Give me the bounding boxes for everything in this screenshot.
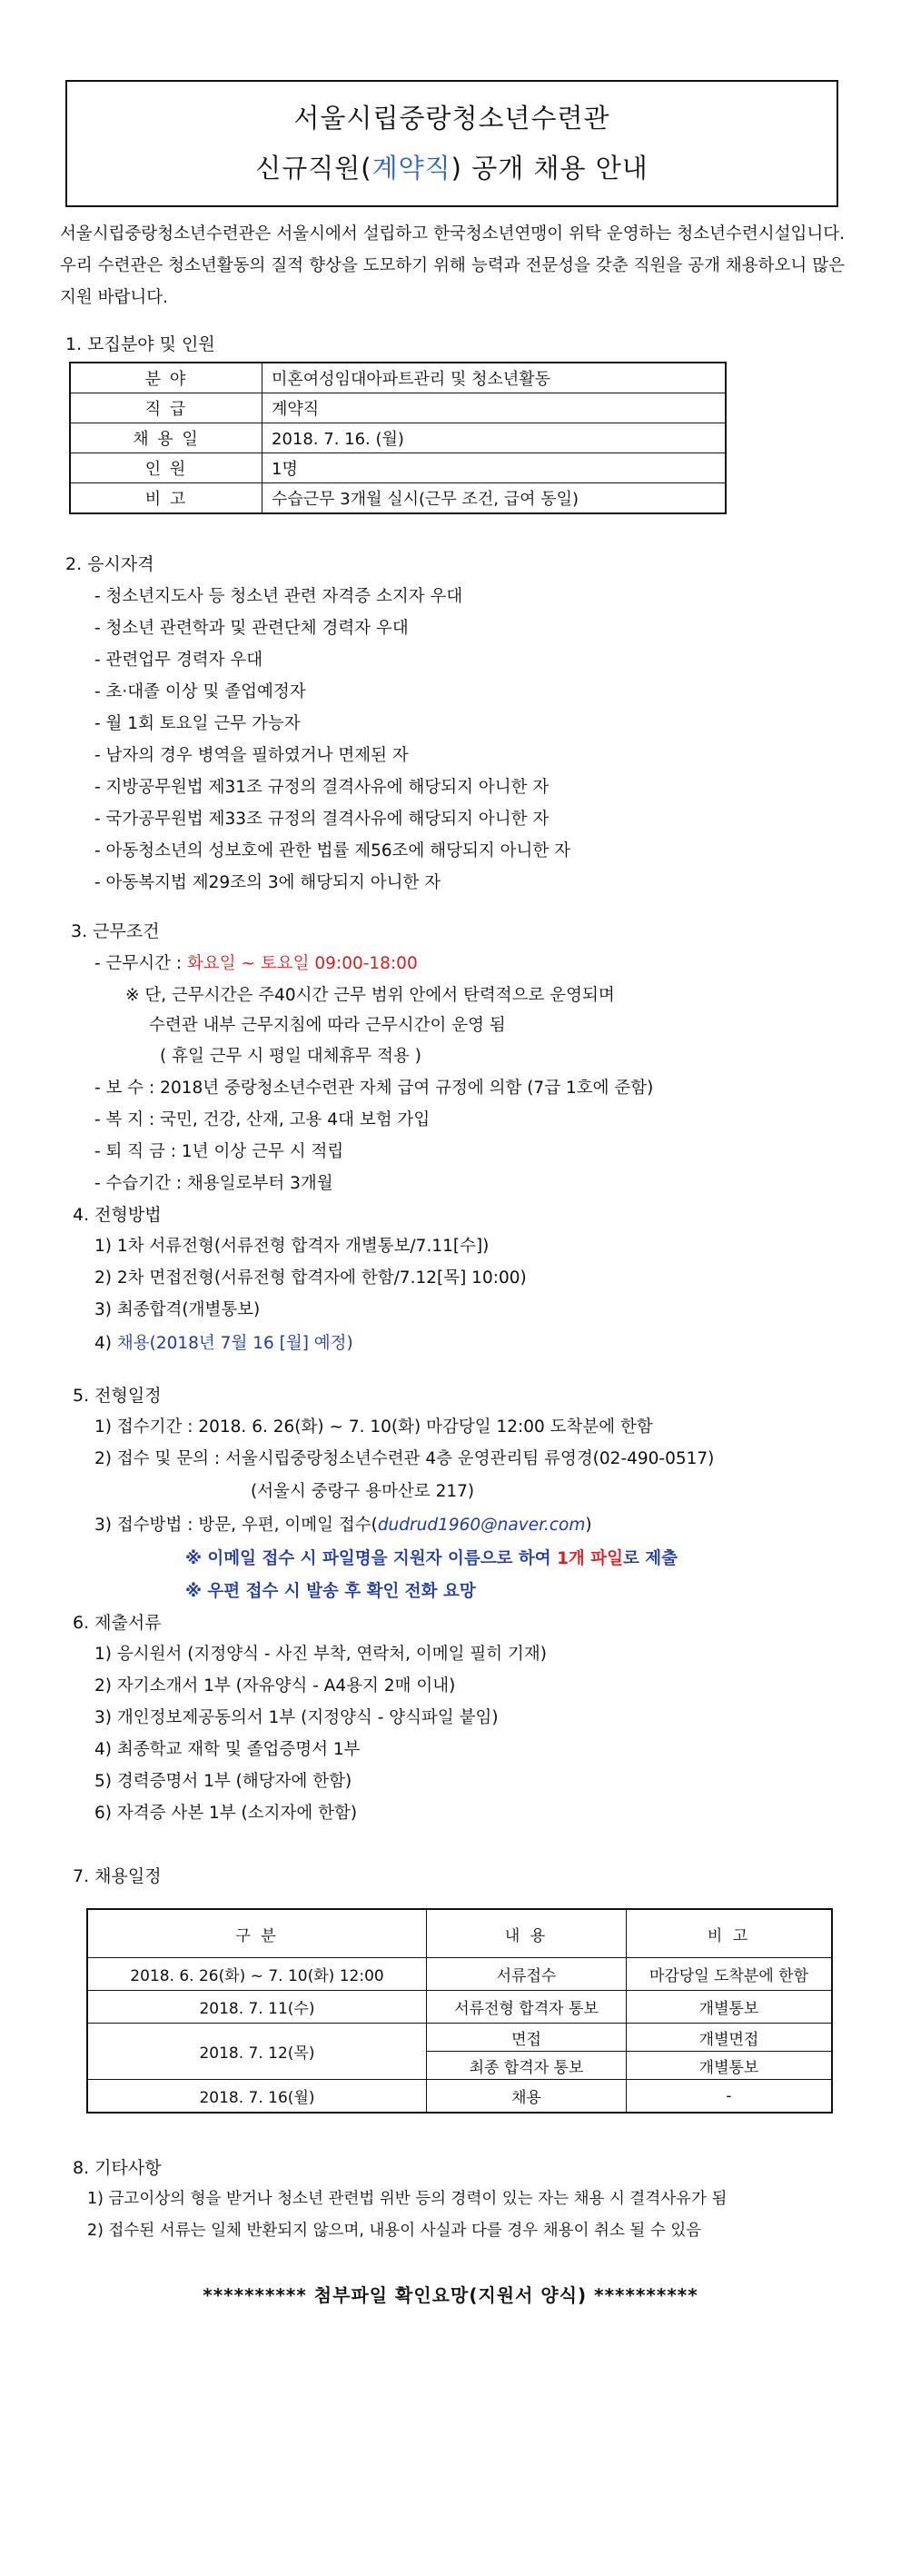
mail-warning: ※ 우편 접수 시 발송 후 확인 전화 요망 — [185, 1582, 476, 1601]
method-label: 3) 접수방법 : 방문, 우편, 이메일 접수( — [94, 1516, 378, 1535]
field-value: 1명 — [262, 453, 727, 483]
recruitment-field-table — [69, 362, 727, 514]
schedule-note: 개별통보 — [627, 2052, 833, 2080]
qualification-item: - 남자의 경우 병역을 필하였거나 면제된 자 — [94, 746, 409, 765]
qualification-item: - 초·대졸 이상 및 졸업예정자 — [94, 682, 306, 701]
selection-step: 2) 2차 면접전형(서류전형 합격자에 한함/7.12[목] 10:00) — [94, 1268, 527, 1288]
subtitle-pre: 신규직원( — [255, 153, 372, 184]
pay-line: - 보 수 : 2018년 중랑청소년수련관 자체 급여 규정에 의함 (7급 1호에 준함) — [94, 1079, 654, 1098]
qualification-item: - 청소년지도사 등 청소년 관련 자격증 소지자 우대 — [94, 587, 463, 606]
table-row — [87, 1991, 832, 2024]
application-method — [94, 1512, 592, 1536]
table-row — [70, 363, 726, 393]
schedule-content: 서류접수 — [427, 1958, 627, 1991]
schedule-note: 개별통보 — [627, 1991, 833, 2024]
section-4-heading: 4. 전형방법 — [73, 1205, 162, 1225]
field-key: 비 고 — [70, 483, 262, 514]
application-period: 1) 접수기간 : 2018. 6. 26(화) ~ 7. 10(화) 마감당일 12:00 도착분에 한함 — [94, 1417, 653, 1437]
schedule-date: 2018. 7. 16(월) — [87, 2080, 427, 2114]
selection-step-number: 4) — [94, 1334, 117, 1353]
field-value: 수습근무 3개월 실시(근무 조건, 급여 동일) — [262, 483, 727, 514]
work-hours-note: ※ 단, 근무시간은 주40시간 근무 범위 안에서 탄력적으로 운영되며 — [125, 986, 615, 1005]
page-title: 서울시립중랑청소년수련관 — [293, 103, 610, 134]
email-warning — [185, 1546, 678, 1569]
schedule-content: 최종 합격자 통보 — [427, 2052, 627, 2080]
table-row — [87, 2024, 832, 2052]
document-item: 4) 최종학교 재학 및 졸업증명서 1부 — [94, 1740, 361, 1759]
table-header-row — [87, 1909, 832, 1958]
field-key: 채 용 일 — [70, 423, 262, 453]
table-row — [70, 453, 726, 483]
schedule-content: 채용 — [427, 2080, 627, 2114]
qualification-item: - 지방공무원법 제31조 규정의 결격사유에 해당되지 아니한 자 — [94, 778, 550, 797]
selection-step: 3) 최종합격(개별통보) — [94, 1300, 261, 1319]
schedule-note: - — [627, 2080, 833, 2114]
table-row — [87, 1958, 832, 1991]
field-value: 미혼여성임대아파트관리 및 청소년활동 — [262, 363, 727, 393]
page-subtitle — [67, 148, 837, 185]
table-row — [70, 393, 726, 423]
work-hours — [94, 950, 418, 974]
schedule-date: 2018. 7. 12(목) — [87, 2024, 427, 2080]
qualification-item: - 청소년 관련학과 및 관련단체 경력자 우대 — [94, 619, 409, 638]
section-3-heading: 3. 근무조건 — [71, 921, 160, 941]
email-warning-pre: ※ 이메일 접수 시 파일명을 지원자 이름으로 하여 — [185, 1549, 558, 1568]
email-warning-red: 1개 파일 — [557, 1549, 623, 1568]
address-line: (서울시 중랑구 용마산로 217) — [251, 1482, 475, 1501]
schedule-content: 면접 — [427, 2024, 627, 2052]
schedule-date: 2018. 6. 26(화) ~ 7. 10(화) 12:00 — [87, 1958, 427, 1991]
column-header: 내 용 — [427, 1909, 627, 1958]
table-row — [70, 483, 726, 514]
qualification-item: - 관련업무 경력자 우대 — [94, 651, 263, 670]
title-box — [65, 80, 838, 207]
qualification-item: - 월 1회 토요일 근무 가능자 — [94, 714, 301, 733]
work-hours-value: 화요일 ~ 토요일 09:00-18:00 — [187, 954, 418, 973]
section-2-heading: 2. 응시자격 — [65, 554, 154, 574]
method-close: ) — [585, 1516, 592, 1535]
probation-line: - 수습기간 : 채용일로부터 3개월 — [94, 1174, 333, 1193]
work-hours-label: - 근무시간 : — [94, 954, 188, 973]
field-key: 직 급 — [70, 393, 262, 423]
misc-item: 2) 접수된 서류는 일체 반환되지 않으며, 내용이 사실과 다를 경우 채용이 취소 될 수 있음 — [87, 2222, 702, 2240]
selection-step: 1) 1차 서류전형(서류전형 합격자 개별통보/7.11[수]) — [94, 1237, 490, 1256]
field-value: 계약직 — [262, 393, 727, 423]
attachment-notice: ********** 첨부파일 확인요망(지원서 양식) ********** — [203, 2284, 698, 2306]
schedule-note: 마감당일 도착분에 한함 — [627, 1958, 833, 1991]
application-inquiry: 2) 접수 및 문의 : 서울시립중랑청소년수련관 4층 운영관리팀 류영경(02-490-0517) — [94, 1449, 715, 1468]
qualification-item: - 아동청소년의 성보호에 관한 법률 제56조에 해당되지 아니한 자 — [94, 841, 571, 860]
section-6-heading: 6. 제출서류 — [73, 1613, 162, 1633]
work-hours-note: 수련관 내부 근무지침에 따라 근무시간이 운영 됨 — [149, 1016, 506, 1035]
document-item: 5) 경력증명서 1부 (해당자에 한함) — [94, 1772, 352, 1791]
email-warning-post: 로 제출 — [623, 1549, 678, 1568]
section-1-heading: 1. 모집분야 및 인원 — [65, 334, 215, 354]
schedule-note: 개별면접 — [627, 2024, 833, 2052]
schedule-content: 서류전형 합격자 통보 — [427, 1991, 627, 2024]
column-header: 구 분 — [87, 1909, 427, 1958]
email-address: dudrud1960@naver.com — [377, 1516, 586, 1535]
subtitle-post: ) 공개 채용 안내 — [450, 153, 649, 184]
hiring-schedule-table — [86, 1908, 833, 2114]
document-item: 1) 응시원서 (지정양식 - 사진 부착, 연락처, 이메일 필히 기재) — [94, 1645, 547, 1664]
schedule-date: 2018. 7. 11(수) — [87, 1991, 427, 2024]
misc-item: 1) 금고이상의 형을 받거나 청소년 관련법 위반 등의 경력이 있는 자는 채용 시 결격사유가 됨 — [87, 2190, 728, 2208]
work-hours-note: ( 휴일 근무 시 평일 대체휴무 적용 ) — [160, 1047, 421, 1066]
document-item: 3) 개인정보제공동의서 1부 (지정양식 - 양식파일 붙임) — [94, 1708, 499, 1727]
intro-paragraph: 서울시립중랑청소년수련관은 서울시에서 설립하고 한국청소년연맹이 위탁 운영하는 청소년수련시설입니다. 우리 수련관은 청소년활동의 질적 향상을 도모하기 위해 능력과 전문성을 갖춘 직원을 공개 채용하오니 많은 지원 바랍니다. — [60, 224, 845, 307]
qualification-item: - 국가공무원법 제33조 규정의 결격사유에 해당되지 아니한 자 — [94, 810, 550, 829]
retirement-line: - 퇴 직 금 : 1년 이상 근무 시 적립 — [94, 1142, 344, 1161]
welfare-line: - 복 지 : 국민, 건강, 산재, 고용 4대 보험 가입 — [94, 1110, 431, 1129]
field-key: 인 원 — [70, 453, 262, 483]
section-5-heading: 5. 전형일정 — [73, 1386, 162, 1406]
selection-step — [94, 1330, 353, 1354]
subtitle-contract-label: 계약직 — [371, 153, 451, 184]
field-value: 2018. 7. 16. (월) — [262, 423, 727, 453]
table-row — [87, 2080, 832, 2114]
qualification-item: - 아동복지법 제29조의 3에 해당되지 아니한 자 — [94, 873, 441, 892]
document-item: 6) 자격증 사본 1부 (소지자에 한함) — [94, 1804, 358, 1823]
document-item: 2) 자기소개서 1부 (자유양식 - A4용지 2매 이내) — [94, 1676, 456, 1696]
table-row — [70, 423, 726, 453]
section-8-heading: 8. 기타사항 — [73, 2158, 162, 2178]
field-key: 분 야 — [70, 363, 262, 393]
section-7-heading: 7. 채용일정 — [73, 1866, 162, 1886]
hiring-date-highlight: 채용(2018년 7월 16 [월] 예정) — [116, 1334, 353, 1353]
column-header: 비 고 — [627, 1909, 833, 1958]
